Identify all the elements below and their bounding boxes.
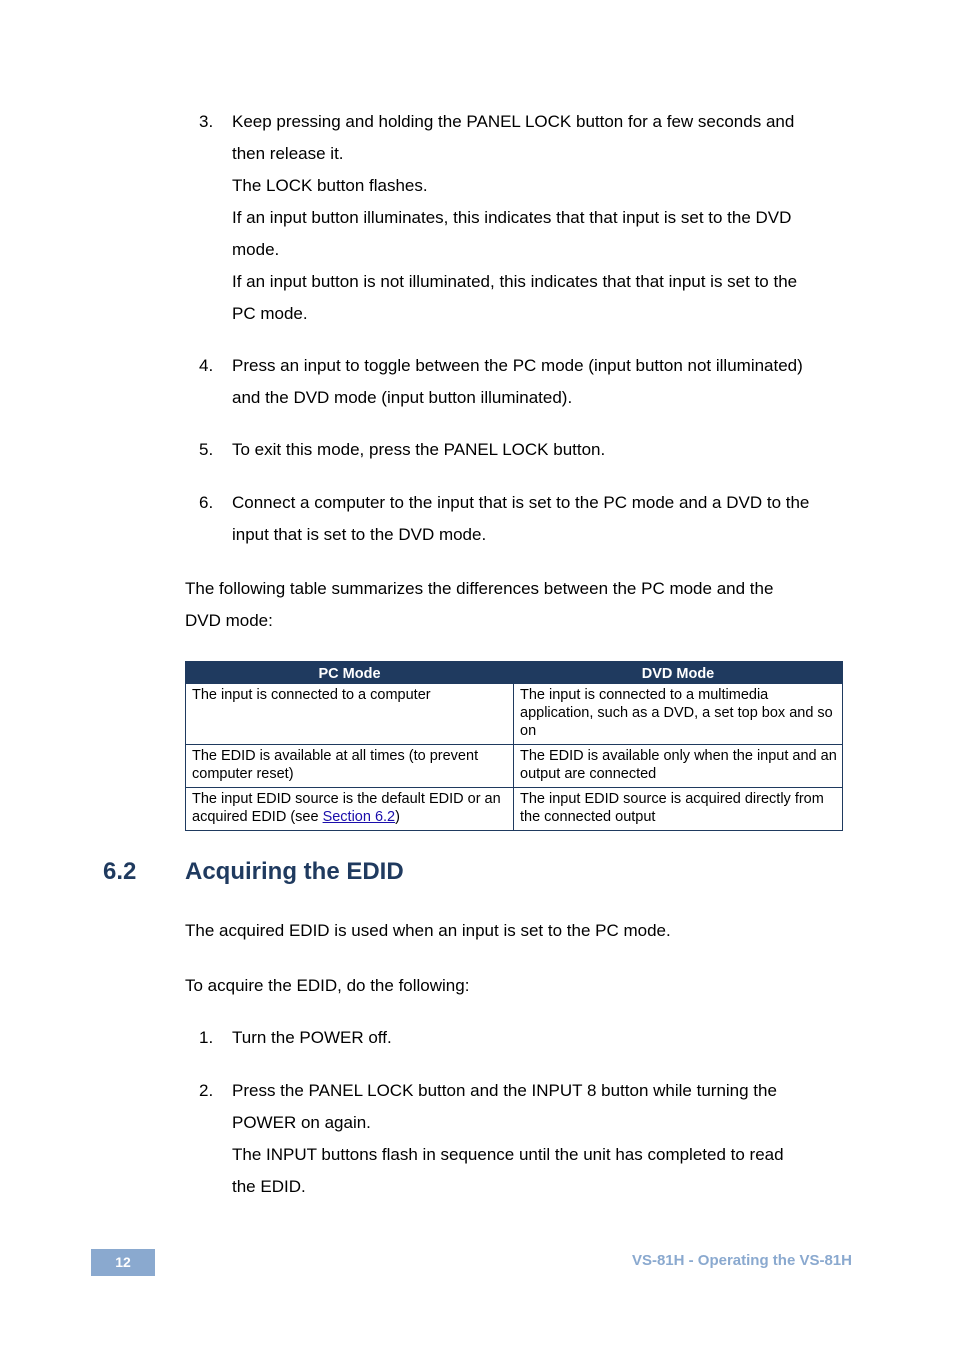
step-number: 5.	[199, 440, 214, 459]
step-text	[232, 106, 857, 330]
step-line: then release it.	[232, 144, 344, 163]
step-line: If an input button is not illuminated, this indicates that that input is set to the	[232, 272, 798, 291]
step-number: 6.	[199, 493, 214, 512]
section-number: 6.2	[103, 858, 137, 885]
pc-cell: The EDID is available at all times (to prevent computer reset)	[186, 745, 514, 788]
step-number: 4.	[199, 356, 214, 375]
step-text	[232, 1022, 857, 1054]
section-paragraph: The acquired EDID is used when an input is set to the PC mode.	[185, 921, 671, 940]
table-header-row	[186, 662, 843, 684]
section-title: Acquiring the EDID	[185, 858, 404, 885]
step-text	[232, 350, 857, 414]
dvd-cell: The input EDID source is acquired directly from the connected output	[514, 788, 843, 831]
section-link[interactable]: Section 6.2	[322, 809, 396, 825]
section-paragraph: To acquire the EDID, do the following:	[185, 976, 470, 995]
step-line: input that is set to the DVD mode.	[232, 525, 487, 544]
step-text	[232, 1075, 857, 1203]
page-number: 12	[91, 1249, 155, 1276]
step-line: Turn the POWER off.	[232, 1028, 392, 1047]
step-line: and the DVD mode (input button illuminated).	[232, 388, 573, 407]
step-text	[232, 434, 857, 466]
step-line: POWER on again.	[232, 1113, 371, 1132]
table-row	[186, 684, 843, 745]
dvd-cell: The input is connected to a multimedia application, such as a DVD, a set top box and so on	[514, 684, 843, 745]
pc-cell	[186, 788, 514, 831]
step-number: 2.	[199, 1081, 214, 1100]
step-line: PC mode.	[232, 304, 308, 323]
step-text	[232, 487, 857, 551]
step-line: The LOCK button flashes.	[232, 176, 428, 195]
step-line: If an input button illuminates, this indicates that that input is set to the DVD	[232, 208, 792, 227]
header-dvd-mode: DVD Mode	[514, 662, 843, 684]
summary-intro	[185, 573, 855, 637]
step-number: 3.	[199, 112, 214, 131]
mode-comparison-table	[185, 661, 843, 831]
footer-doc-title: VS-81H - Operating the VS-81H	[631, 1252, 852, 1269]
step-number: 1.	[199, 1028, 214, 1047]
step-line: Keep pressing and holding the PANEL LOCK button for a few seconds and	[232, 112, 795, 131]
step-line: mode.	[232, 240, 280, 259]
summary-line: DVD mode:	[185, 611, 273, 630]
pc-cell-text-end: )	[395, 809, 400, 825]
step-line: The INPUT buttons flash in sequence until the unit has completed to read	[232, 1145, 784, 1164]
step-line: Press an input to toggle between the PC mode (input button not illuminated)	[232, 356, 803, 375]
step-line: the EDID.	[232, 1177, 306, 1196]
step-line: To exit this mode, press the PANEL LOCK button.	[232, 440, 606, 459]
table-row	[186, 745, 843, 788]
header-pc-mode: PC Mode	[186, 662, 514, 684]
summary-line: The following table summarizes the differences between the PC mode and the	[185, 579, 774, 598]
pc-cell: The input is connected to a computer	[186, 684, 514, 745]
step-line: Connect a computer to the input that is set to the PC mode and a DVD to the	[232, 493, 810, 512]
step-line: Press the PANEL LOCK button and the INPUT 8 button while turning the	[232, 1081, 777, 1100]
table-row	[186, 788, 843, 831]
dvd-cell: The EDID is available only when the input and an output are connected	[514, 745, 843, 788]
pc-cell-text: The input EDID source is the default EDID or an acquired EDID (see	[192, 791, 501, 825]
